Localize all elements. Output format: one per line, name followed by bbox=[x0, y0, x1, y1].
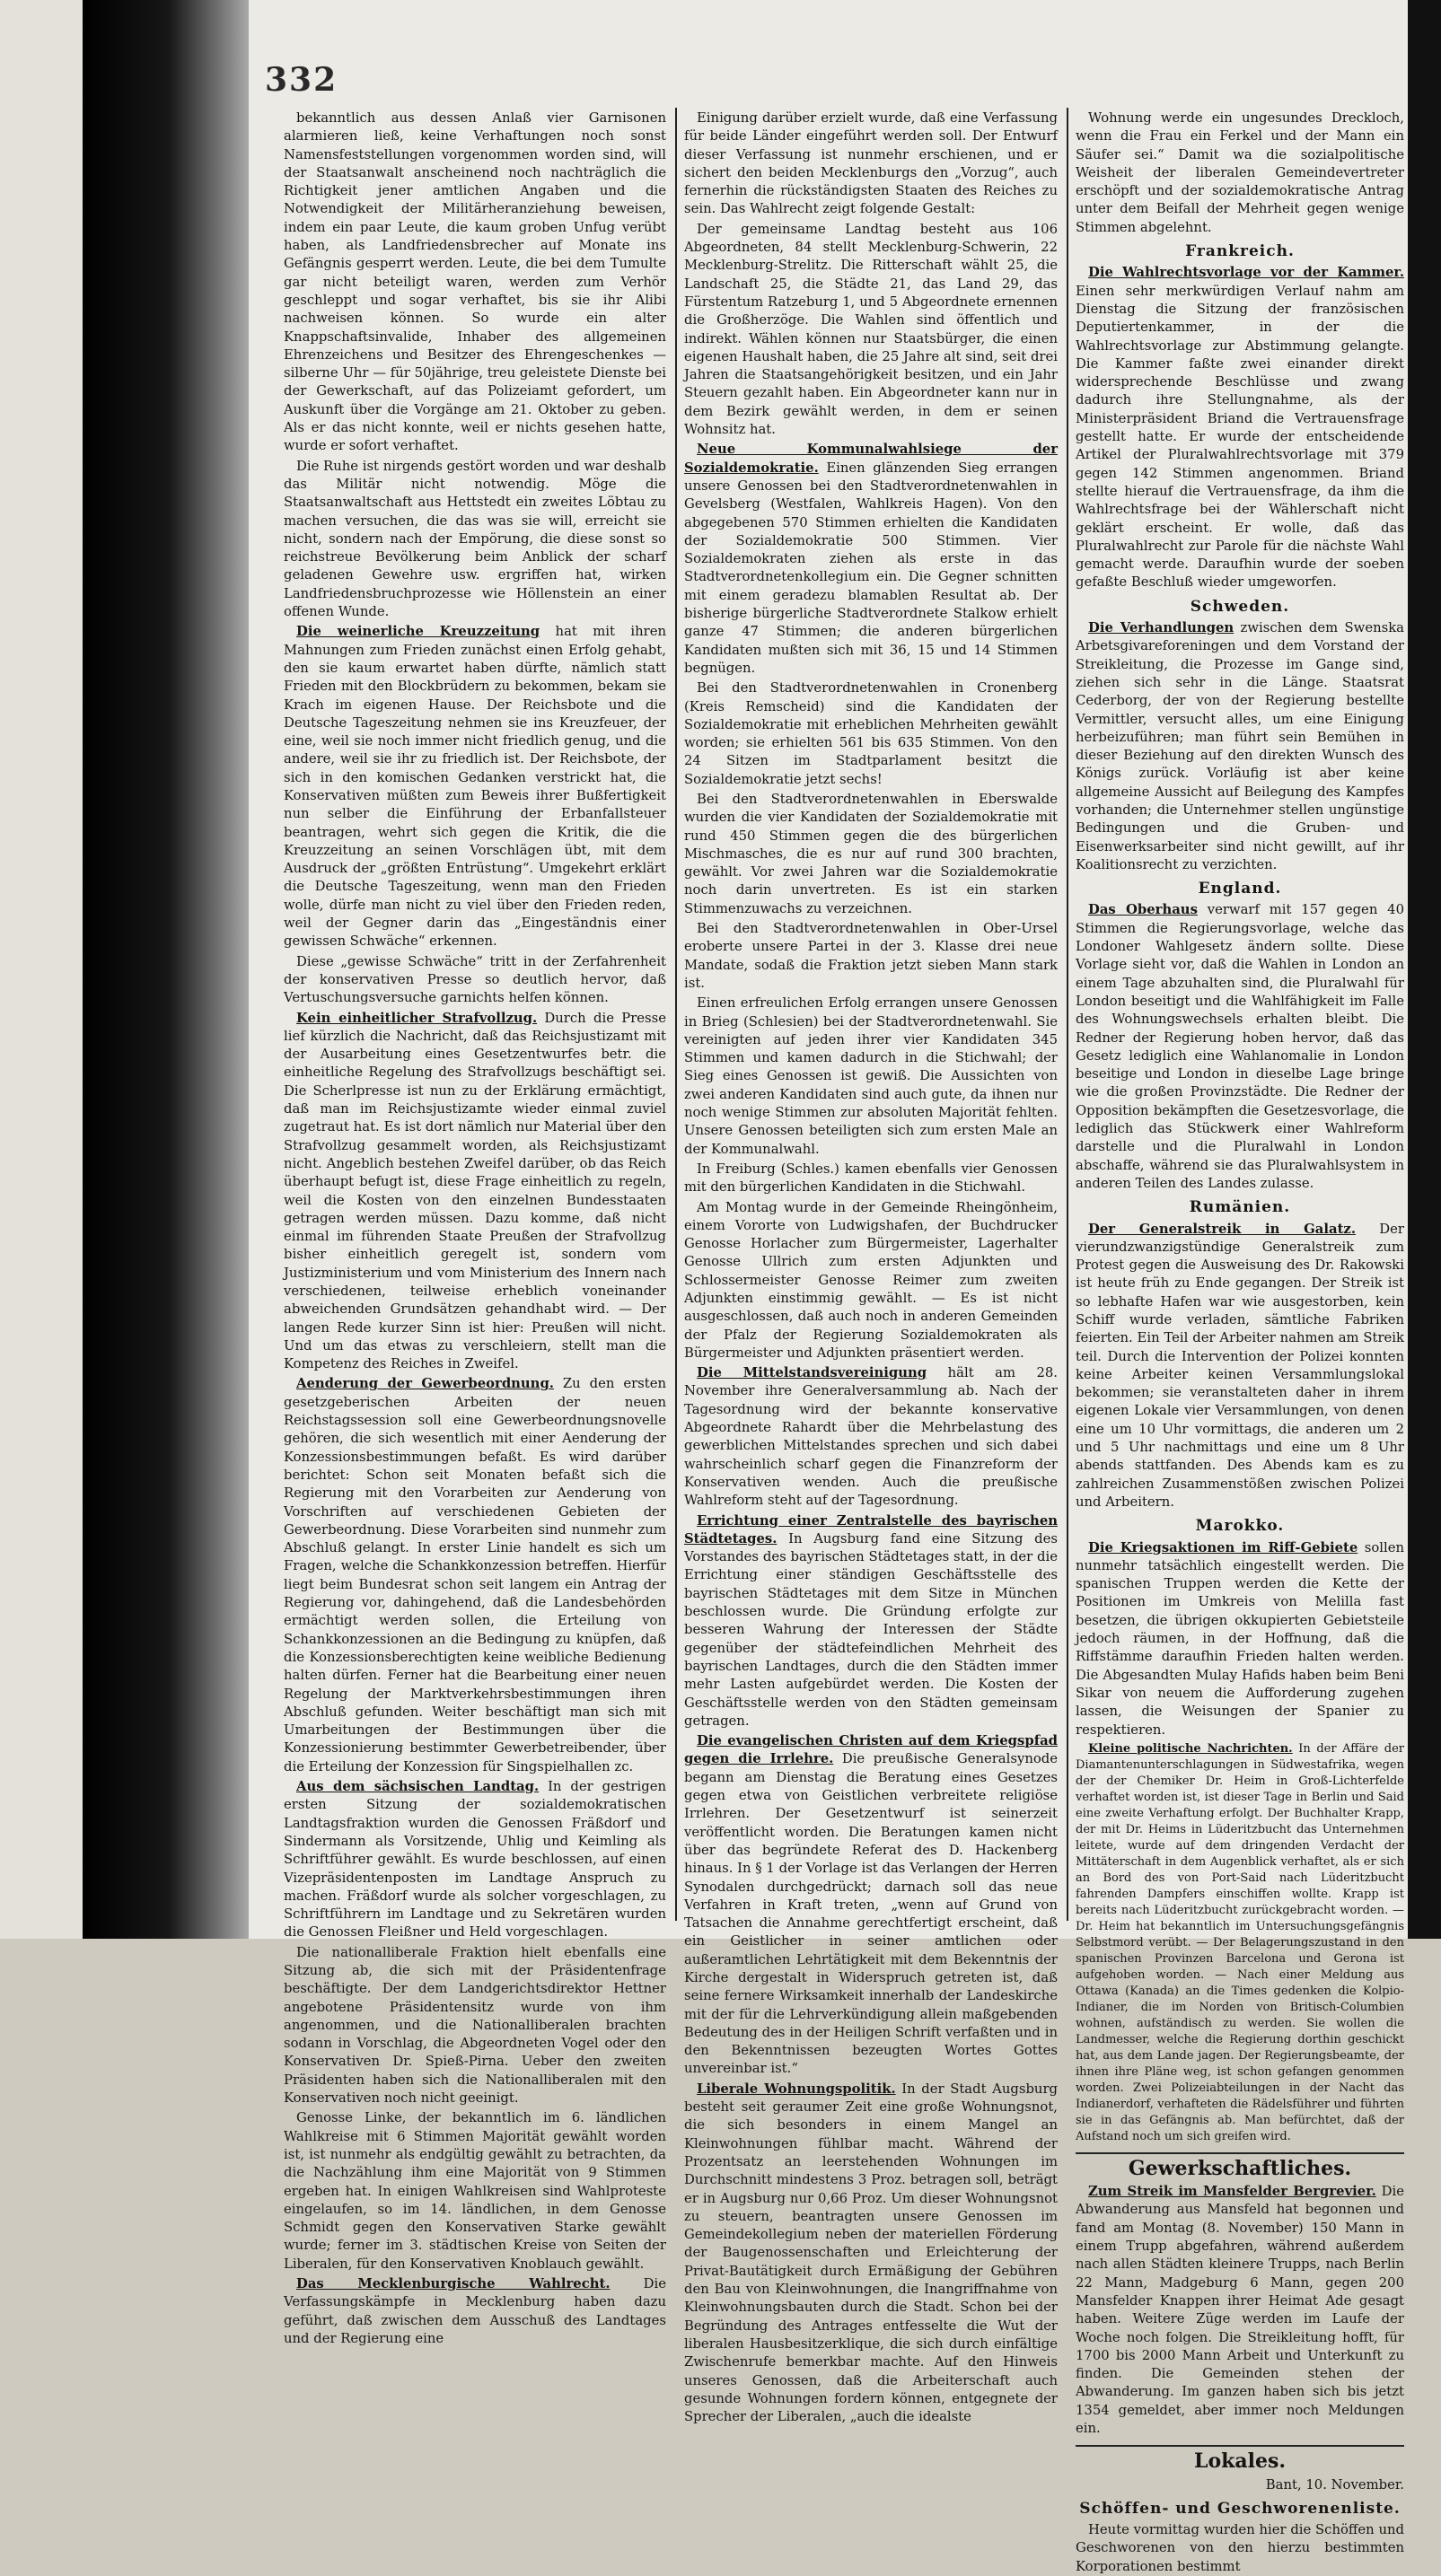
article-text: Einen sehr merkwürdigen Verlauf nahm am Dienstag die Sitzung der französischen Deputiertenkammer, in der die Wahlrechtsvorlage zur Abstimmung gelangte. Die Kammer faßte zwei einander direkt widersprechende Beschlüsse und zwang dadurch ihre Stellungnahme, als der Ministerpräsident Briand die Vertrauensfrage gestellt hatte. Er wurde der entscheidende Artikel der Pluralwahlrechtsvorlage mit 379 gegen 142 Stimmen angenommen. Briand stellte hierauf die Vertrauensfrage, da ihm die Wahlrechtsfrage bei der Wählerschaft nicht geklärt erscheint. Er wolle, daß das Pluralwahlrecht zur Parole für die nächste Wahl gemacht werde. Daraufhin wurde der soeben gefaßte Beschluß wieder umgeworfen. bbox=[1076, 283, 1404, 591]
article-heading: Aenderung der Gewerbeordnung. bbox=[296, 1376, 554, 1392]
paragraph: Einen erfreulichen Erfolg errangen unsere Genossen in Brieg (Schlesien) bei der Stadtverordnetenwahl. Sie vereinigten auf jeden ihrer vier Kandidaten 345 Stimmen und kamen dadurch in die Stichwahl; der Sieg eines Genossen ist gewiß. Die Aussichten von zwei anderen Kandidaten sind auch gute, da ihnen nur noch wenige Stimmen zur absoluten Majorität fehlten. Unsere Genossen beteiligten sich zum ersten Male an der Kommunalwahl. bbox=[684, 995, 1058, 1157]
article-text: hält am 28. November ihre Generalversammlung ab. Nach der Tagesordnung wird der bekannte konservative Abgeordnete Rahardt über die Mehrbelastung des gewerblichen Mittelstandes sprechen und sich dabei wahrscheinlich scharf gegen die Finanzreform der Konservativen wenden. Auch die preußische Wahlreform steht auf der Tagesordnung. bbox=[684, 1365, 1058, 1509]
paragraph: Diese „gewisse Schwäche“ tritt in der Zerfahrenheit der konservativen Presse so deutlich hervor, daß Vertuschungsversuche garnichts helfen können. bbox=[284, 953, 666, 1006]
article bbox=[1076, 619, 1404, 874]
article bbox=[1076, 1539, 1404, 1739]
column-rule-2 bbox=[1067, 108, 1068, 1921]
article bbox=[684, 2081, 1058, 2427]
article-heading: Die Kriegsaktionen im Riff-Gebiete bbox=[1088, 1539, 1358, 1555]
article-text: verwarf mit 157 gegen 40 Stimmen die Regierungsvorlage, welche das Londoner Wahlgesetz ändern sollte. Diese Vorlage sieht vor, daß die Wahlen in London an einem Tage abzuhalten sind, die Pluralwahl für London beseitigt und die Wahlfähigkeit im Falle des Wohnungswechsels erhalten bleibt. Die Redner der Regierung hoben hervor, daß das Gesetz lediglich eine Wahlanomalie in London beseitige und London in dieselbe Lage bringe wie die großen Provinzstädte. Die Redner der Opposition bekämpften die Gesetzesvorlage, die lediglich das Stückwerk einer Wahlreform darstelle und die Pluralwahl in London abschaffe, während sie das Pluralwahlsystem in anderen Teilen des Landes zulasse. bbox=[1076, 902, 1404, 1191]
paragraph: bekanntlich aus dessen Anlaß vier Garnisonen alarmieren ließ, keine Verhaftungen noch sonst Namensfeststellungen vorgenommen worden sind, will der Staatsanwalt anscheinend noch nachträglich die Richtigkeit jener amtlichen Angaben und die Notwendigkeit der Militärheranziehung beweisen, indem ein paar Leute, die kaum groben Unfug verübt haben, als Landfriedensbrecher auf Monate ins Gefängnis gesperrt werden. Leute, die bei dem Tumulte gar nicht beteiligt waren, werden zum Verhör geschleppt und sogar verhaftet, bis sie ihr Alibi nachweisen können. So wurde ein alter Knappschaftsinvalide, Inhaber des allgemeinen Ehrenzeichens und Besitzer des Ehrengeschenkes — silberne Uhr — für 50jährige, treu geleistete Dienste bei der Gewerkschaft, auf das Polizeiamt gefordert, um Auskunft über die Vorgänge am 21. Oktober zu geben. Als er das nicht konnte, weil er nichts gesehen hatte, wurde er sofort verhaftet. bbox=[284, 110, 666, 454]
paragraph: Bei den Stadtverordnetenwahlen in Cronenberg (Kreis Remscheid) sind die Kandidaten der Sozialdemokratie mit erheblichen Mehrheiten gewählt worden; sie erhielten 561 bis 635 Stimmen. Von den 24 Sitzen im Stadtparlament besitzt die Sozialdemokratie jetzt sechs! bbox=[684, 680, 1058, 787]
article-text: Durch die Presse lief kürzlich die Nachricht, daß das Reichsjustizamt mit der Ausarbeitung eines Gesetzentwurfes betr. die einheitliche Regelung des Strafvollzugs beschäftigt sei. Die Scherlpresse ist nun zu der Erklärung ermächtigt, daß man im Reichsjustizamte wieder einmal zuviel zugetraut hat. Es ist dort nämlich nur Material über den Strafvollzug gesammelt worden, als Reichsjustizamt nicht. Angeblich bestehen Zweifel darüber, ob das Reich überhaupt befugt ist, diese Frage einheitlich zu regeln, weil die Kosten von den einzelnen Bundesstaaten getragen werden müssen. Dazu komme, daß nicht einmal im führenden Staate Preußen der Strafvollzug bisher einheitlich geregelt ist, sondern vom Justizministerium und vom Ministerium des Innern nach verschiedenen, teilweise erheblich voneinander abweichenden Grundsätzen gehandhabt wird. — Der langen Rede kurzer Sinn ist hier: Preußen will nicht. Und um das etwas zu verschleiern, stellt man die Kompetenz des Reiches in Zweifel. bbox=[284, 1010, 666, 1372]
article-text: Die preußische Generalsynode begann am Dienstag die Beratung eines Gesetzes gegen etwa von Geistlichen verbreitete religiöse Irrlehren. Der Gesetzentwurf ist seinerzeit veröffentlicht worden. Die Beratungen kamen nicht über das begründete Referat des D. Hackenberg hinaus. In § 1 der Vorlage ist das Verlangen der Herren Synodalen durchgedrückt; darnach soll das neue Verfahren in Kraft treten, „wenn auf Grund von Tatsachen die Annahme gerechtfertigt erscheint, daß ein Geistlicher in seiner amtlichen oder außeramtlichen Lehrtätigkeit mit dem Bekenntnis der Kirche dergestalt in Widerspruch getreten ist, daß seine fernere Wirksamkeit innerhalb der Landeskirche mit der für die Lehrverkündigung allein maßgebenden Bedeutung des in der Heiligen Schrift verfaßten und in den Bekenntnissen bezeugten Wortes Gottes unvereinbar ist.“ bbox=[684, 1751, 1058, 2077]
article bbox=[284, 1375, 666, 1776]
article-heading: Zum Streik im Mansfelder Bergrevier. bbox=[1088, 2184, 1376, 2200]
article-text: Die Abwanderung aus Mansfeld hat begonnen und fand am Montag (8. November) 150 Mann in einem Trupp abgefahren, während außerdem nach allen Städten kleinere Trupps, nach Berlin 22 Mann, Madgeburg 6 Mann, gegen 200 Mansfelder Knappen ihrer Heimat Ade gesagt haben. Weitere Züge werden im Laufe der Woche noch folgen. Die Streikleitung hofft, für 1700 bis 2000 Mann Arbeit und Unterkunft zu finden. Die Gemeinden stehen der Abwanderung. Im ganzen haben sich bis jetzt 1354 gemeldet, aber immer noch Meldungen ein. bbox=[1076, 2184, 1404, 2436]
article-text: In der gestrigen ersten Sitzung der sozialdemokratischen Landtagsfraktion wurden die Genossen Fräßdorf und Sindermann als Vorsitzende, Uhlig und Keimling als Schriftführer gewählt. Es wurde beschlossen, auf einen Vizepräsidentenposten im Landtage Anspruch zu machen. Fräßdorf wurde als solcher vorgeschlagen, zu Schriftführern im Landtage und zu Sekretären wurden die Genossen Fleißner und Held vorgeschlagen. bbox=[284, 1779, 666, 1941]
article-heading: Kleine politische Nachrichten. bbox=[1088, 1741, 1293, 1756]
article bbox=[284, 623, 666, 951]
article-heading: Die Mittelstandsvereinigung bbox=[697, 1365, 927, 1381]
dateline: Bant, 10. November. bbox=[1265, 2476, 1404, 2493]
article-heading: Liberale Wohnungspolitik. bbox=[697, 2081, 896, 2097]
article-text: In der Affäre der Diamantenunterschlagungen in Südwestafrika, wegen der der Chemiker Dr. Heim in Groß-Lichterfelde verhaftet worden ist, ist dieser Tage in Berlin und Said eine zweite Verhaftung erfolgt. Der Buchhalter Krapp, der mit Dr. Heims in Lüderitzbucht das Unternehmen leitete, wurde auf dem dringenden Verdacht der Mittäterschaft in dem Augenblick verhaftet, als er sich an Bord des von Port-Said nach Lüderitzbucht fahrenden Dampfers einschiffen wollte. Krapp ist bereits nach Lüderitzbucht zurückgebracht worden. — Dr. Heim hat bekanntlich im Untersuchungsgefängnis Selbstmord verübt. — Der Belagerungszustand in den spanischen Provinzen Barcelona und Gerona ist aufgehoben worden. — Nach einer Meldung aus Ottawa (Kanada) an die Times gedenken die Kolpio-Indianer, die im Norden von Britisch-Columbien wohnen, aufständisch zu werden. Sie wollen die Landmesser, welche die Regierung dorthin geschickt hat, aus dem Lande jagen. Der Regierungsbeamte, der ihnen ihre Pläne weg, ist schon gefangen genommen worden. Zwei Polizeiabteilungen in der Nacht das Indianerdorf, verhafteten die Rädelsführer und führten sie in das Gefängnis ab. Man befürchtet, daß der Aufstand noch um sich greifen wird. bbox=[1076, 1741, 1404, 2143]
article-heading: Der Generalstreik in Galatz. bbox=[1088, 1221, 1356, 1237]
article-text: In der Stadt Augsburg besteht seit geraumer Zeit eine große Wohnungsnot, die sich besonders in einem Mangel an Kleinwohnungen fühlbar macht. Während der Prozentsatz an leerstehenden Wohnungen im Durchschnitt mindestens 3 Proz. betragen soll, beträgt er in Augsburg nur 0,66 Proz. Um dieser Wohnungsnot zu steuern, beantragten unsere Genossen im Gemeindekollegium neben der materiellen Förderung der Baugenossenschaften und Erleichterung der Privat-Bautätigkeit durch Ermäßigung der Gebühren den Bau von Kleinwohnungen, die Inangriffnahme von Kleinwohnungsbauten durch die Stadt. Schon bei der Begründung des Antrages entfesselte die Wut der liberalen Hausbesitzerklique, die sich durch einfältige Zwischenrufe bemerkbar machte. Auf den Hinweis unseres Genossen, daß die Arbeiterschaft auch gesunde Wohnungen fordern können, entgegnete der Sprecher der Liberalen, „auch die idealste bbox=[684, 2081, 1058, 2425]
section-heading-marokko: Marokko. bbox=[1195, 1517, 1285, 1536]
column-1 bbox=[284, 110, 667, 2346]
article bbox=[284, 1778, 666, 1942]
paragraph: Der gemeinsame Landtag besteht aus 106 Abgeordneten, 84 stellt Mecklenburg-Schwerin, 22 Mecklenburg-Strelitz. Die Ritterschaft wählt 25, die Landschaft 25, die Städte 21, das Land 29, das Fürstentum Ratzeburg 1, und 5 Abgeordnete ernennen die Großherzöge. Die Wahlen sind öffentlich und indirekt. Wählen können nur Staatsbürger, die einen eigenen Haushalt haben, die 25 Jahre alt sind, seit drei Jahren die Staatsangehörigkeit besitzen, und ein Jahr Steuern gezahlt haben. Ein Abgeordneter kann nur in dem Bezirk gewählt werden, in dem er seinen Wohnsitz hat. bbox=[684, 221, 1058, 438]
article-text: sollen nunmehr tatsächlich eingestellt werden. Die spanischen Truppen werden die Kette der Positionen im Umkreis von Melilla fast besetzen, die übrigen okkupierten Gebietsteile jedoch räumen, in der Hoffnung, daß die Riffstämme daraufhin Frieden halten werden. Die Abgesandten Mulay Hafids haben beim Beni Sikar von neuem die Aufforderung zugehen lassen, die Weisungen der Spanier zu respektieren. bbox=[1076, 1539, 1404, 1738]
article-text: Der vierundzwanzigstündige Generalstreik zum Protest gegen die Ausweisung des Dr. Rakowski ist heute früh zu Ende gegangen. Der Streik ist so lebhafte Hafen war wie ausgestorben, kein Schiff wurde verladen, sämtliche Fabriken feierten. Ein Teil der Arbeiter nahmen am Streik teil. Durch die Intervention der Polizei konnten keine Arbeiter keinen Versammlungslokal bekommen; sie veranstalteten daher in ihrem eigenen Lokale vier Versammlungen, von denen eine um 10 Uhr vormittags, die anderen um 2 und 5 Uhr nachmittags und eine um 8 Uhr abends stattfanden. Des Abends kam es zu zahlreichen Zusammenstößen zwischen Polizei und Arbeitern. bbox=[1076, 1221, 1404, 1510]
article-heading: Neue Kommunalwahlsiege der Sozialdemokratie. bbox=[684, 442, 1058, 476]
paragraph: Die nationalliberale Fraktion hielt ebenfalls eine Sitzung ab, die sich mit der Präsidentenfrage beschäftigte. Der dem Landgerichtsdirektor Hettner angebotene Präsidentensitz wurde von ihm angenommen, und die Nationalliberalen brachten sodann in Vorschlag, die Abgeordneten Vogel oder den Konservativen Dr. Spieß-Pirna. Ueber den zweiten Präsidenten haben sich die Nationalliberalen mit den Konservativen noch nicht geeinigt. bbox=[284, 1944, 666, 2107]
article-text: hat mit ihren Mahnungen zum Frieden zunächst einen Erfolg gehabt, den sie kaum erwartet haben dürfte, nämlich statt Frieden mit den Blockbrüdern zu bekommen, bekam sie Krach im eigenen Hause. Der Reichsbote und die Deutsche Tageszeitung nehmen sie ins Kreuzfeuer, der eine, weil sie noch immer nicht friedlich genug, und die andere, weil sie ihr zu friedlich ist. Der Reichsbote, der sich in den komischen Gedanken verstrickt hat, die Konservativen müßten zum Beweis ihrer Bußfertigkeit nun selber die Einführung der Erbanfallsteuer beantragen, wehrt sich gegen die Kritik, die die Kreuzzeitung an seinen Vorschlägen übt, mit dem Ausdruck der „größten Entrüstung“. Umgekehrt erklärt die Deutsche Tageszeitung, wenn man den Frieden wolle, dürfe man nicht zu viel über den Frieden reden, weil der Gegner darin das „Eingeständnis einer gewissen Schwäche“ erkennen. bbox=[284, 624, 666, 950]
book-gutter-shadow bbox=[83, 0, 249, 1939]
paragraph: Einigung darüber erzielt wurde, daß eine Verfassung für beide Länder eingeführt werden soll. Der Entwurf dieser Verfassung ist nunmehr erschienen, und er sichert den beiden Mecklenburgs den „Vorzug“, auch fernerhin die rückständigsten Staaten des Reiches zu sein. Das Wahlrecht zeigt folgende Gestalt: bbox=[684, 110, 1058, 217]
article-heading: Die weinerliche Kreuzzeitung bbox=[296, 624, 540, 640]
article-text: In Augsburg fand eine Sitzung des Vorstandes des bayrischen Städtetages statt, in der die Errichtung einer ständigen Geschäftsstelle des bayrischen Städtetages mit dem Sitze in München beschlossen wurde. Die Gründung erfolgte zur besseren Wahrung der Interessen der Städte gegenüber der städtefeindlichen Mehrheit des bayrischen Landtages, durch die den Städten immer mehr Lasten aufgebürdet werden. Die Kosten der Geschäftsstelle werden von den Städten gemeinsam getragen. bbox=[684, 1530, 1058, 1729]
article-heading: Das Mecklenburgische Wahlrecht. bbox=[296, 2276, 611, 2292]
article bbox=[684, 441, 1058, 678]
column-rule-1 bbox=[675, 108, 677, 1921]
article bbox=[284, 2275, 666, 2348]
paragraph: In Freiburg (Schles.) kamen ebenfalls vier Genossen mit den bürgerlichen Kandidaten in die Stichwahl. bbox=[684, 1161, 1058, 1196]
article-heading: Errichtung einer Zentralstelle des bayrischen Städtetages. bbox=[684, 1512, 1058, 1546]
paragraph: Bei den Stadtverordnetenwahlen in Ober-Ursel eroberte unsere Partei in der 3. Klasse drei neue Mandate, sodaß die Fraktion jetzt sieben Mann stark ist. bbox=[684, 921, 1058, 991]
article-heading: Die evangelischen Christen auf dem Kriegspfad gegen die Irrlehre. bbox=[684, 1733, 1058, 1767]
article bbox=[1076, 901, 1404, 1193]
article bbox=[1076, 264, 1404, 591]
article bbox=[1076, 1741, 1404, 2145]
article-text: zwischen dem Swenska Arbetsgivareforeningen und dem Vorstand der Streikleitung, die Prozesse im Gange sind, ziehen sich sehr in die Länge. Staatsrat Cederborg, der von der Regierung bestellte Vermittler, versucht alles, um eine Einigung herbeizuführen; man führt sein Bemühen in dieser Beziehung auf den direkten Wunsch des Königs zurück. Vorläufig ist aber keine allgemeine Aussicht auf Beilegung des Kampfes vorhanden; die Unternehmer stellen ungünstige Bedingungen und die Gruben- und Eisenwerksarbeiter sind nicht gewillt, auf ihr Koalitionsrecht zu verzichten. bbox=[1076, 620, 1404, 872]
article-heading: Schöffen- und Geschworenenliste. bbox=[1079, 2499, 1401, 2518]
article bbox=[684, 1512, 1058, 1731]
article-heading: Kein einheitlicher Strafvollzug. bbox=[296, 1010, 538, 1026]
paragraph: Wohnung werde ein ungesundes Dreckloch, wenn die Frau ein Ferkel und der Mann ein Säufer sei.“ Damit wa die sozialpolitische Weisheit der liberalen Gemeindevertreter erschöpft und der sozialdemokratische Antrag unter dem Beifall der Mehrheit gegen wenige Stimmen abgelehnt. bbox=[1076, 110, 1404, 235]
article bbox=[684, 1364, 1058, 1510]
article bbox=[684, 1732, 1058, 2079]
section-heading-england: England. bbox=[1198, 880, 1282, 898]
article-heading: Die Verhandlungen bbox=[1088, 620, 1235, 636]
article-heading: Das Oberhaus bbox=[1088, 902, 1198, 918]
section-heading-rumaenien: Rumänien. bbox=[1189, 1198, 1291, 1217]
article bbox=[1076, 1221, 1404, 1512]
scanner-background bbox=[0, 0, 83, 1939]
page-number: 332 bbox=[265, 61, 338, 99]
column-2 bbox=[684, 110, 1058, 2425]
article bbox=[284, 1010, 666, 1374]
section-heading-frankreich: Frankreich. bbox=[1185, 242, 1295, 261]
article-heading: Die Wahlrechtsvorlage vor der Kammer. bbox=[1088, 265, 1404, 281]
section-heading-gewerkschaftliches: Gewerkschaftliches. bbox=[1076, 2152, 1404, 2177]
paragraph: Heute vormittag wurden hier die Schöffen und Geschworenen von den hierzu bestimmten Korporationen bestimmt bbox=[1076, 2522, 1404, 2574]
article-text: Die Verfassungskämpfe in Mecklenburg haben dazu geführt, daß zwischen dem Ausschuß des Landtages und der Regierung eine bbox=[284, 2276, 667, 2346]
paragraph: Genosse Linke, der bekanntlich im 6. ländlichen Wahlkreise mit 6 Stimmen Majorität gewählt worden ist, ist nunmehr als endgültig gewählt zu betrachten, da die Nachzählung ihm eine Majorität von 9 Stimmen ergeben hat. In einigen Wahlkreisen sind Wahlproteste eingelaufen, so im 14. ländlichen, in dem Genosse Schmidt gegen den Konservativen Starke gewählt wurde; ferner im 3. städtischen Kreise von Seiten der Liberalen, für den Konservativen Knoblauch gewählt. bbox=[284, 2110, 666, 2272]
section-heading-schweden: Schweden. bbox=[1190, 597, 1290, 616]
section-heading-lokales: Lokales. bbox=[1076, 2445, 1404, 2470]
article-text: Zu den ersten gesetzgeberischen Arbeiten der neuen Reichstagssession soll eine Gewerbeordnungsnovelle gehören, die sich wesentlich mit einer Aenderung der Konzessionsbestimmungen befaßt. Es wird darüber berichtet: Schon seit Monaten befaßt sich die Regierung mit den Vorarbeiten zur Aenderung von Vorschriften auf verschiedenen Gebieten der Gewerbeordnung. Diese Vorarbeiten sind nunmehr zum Abschluß gelangt. In erster Linie handelt es sich um Fragen, welche die Schankkonzession betreffen. Hierfür liegt beim Bundesrat schon seit langem ein Antrag der Regierung vor, dahingehend, daß die Landesbehörden ermächtigt werden sollen, die Erteilung von Schankkonzessionen an die Bedingung zu knüpfen, daß die Konzessionsberechtigten keine weibliche Bedienung halten dürfen. Ferner hat die Bearbeitung einer neuen Regelung der Marktverkehrsbestimmungen ihren Abschluß gefunden. Weiter beschäftigt man sich mit Umarbeitungen der Bestimmungen über die Konzessionierung bestimmter Gewerbetreibender, über die Erteilung der Konzession für Singspielhallen zc. bbox=[284, 1376, 666, 1774]
article-heading: Aus dem sächsischen Landtag. bbox=[296, 1779, 540, 1795]
article bbox=[1076, 2183, 1404, 2438]
article-text: Einen glänzenden Sieg errangen unsere Genossen bei den Stadtverordnetenwahlen in Gevelsberg (Westfalen, Wahlkreis Hagen). Von den abgegebenen 570 Stimmen erhielten die Kandidaten der Sozialdemokratie 500 Stimmen. Vier Sozialdemokraten ziehen als erste in das Stadtverordnetenkollegium ein. Die Gegner schnitten mit einem geradezu blamablen Resultat ab. Der bisherige bürgerliche Stadtverordnete Stalkow erhielt ganze 47 Stimmen; die anderen bürgerlichen Kandidaten mußten sich mit 36, 15 und 14 Stimmen begnügen. bbox=[684, 460, 1058, 676]
paragraph: Bei den Stadtverordnetenwahlen in Eberswalde wurden die vier Kandidaten der Sozialdemokratie mit rund 450 Stimmen gegen die des bürgerlichen Mischmasches, die es nur auf rund 300 brachten, gewählt. Vor zwei Jahren war die Sozialdemokratie noch darin unvertreten. Es ist ein starken Stimmenzuwachs zu verzeichnen. bbox=[684, 791, 1058, 916]
right-scan-edge bbox=[1408, 0, 1441, 1939]
column-3 bbox=[1076, 110, 1404, 2574]
paragraph: Die Ruhe ist nirgends gestört worden und war deshalb das Militär nicht notwendig. Möge die Staatsanwaltschaft aus Hettstedt ein zweites Löbtau zu machen versuchen, die das was sie will, erreicht sie nicht, sondern nach der Empörung, die diese sonst so reichstreue Bevölkerung beim Anblick der scharf geladenen Gewehre usw. ergriffen hat, wirken Landfriedensbruchprozesse wie Höllenstein an einer offenen Wunde. bbox=[284, 458, 666, 620]
paragraph: Am Montag wurde in der Gemeinde Rheingönheim, einem Vororte von Ludwigshafen, der Buchdrucker Genosse Horlacher zum Bürgermeister, Lagerhalter Genosse Ullrich zum ersten Adjunkten und Schlossermeister Genosse Reimer zum zweiten Adjunkten einstimmig gewählt. — Es ist nicht ausgeschlossen, daß auch noch in anderen Gemeinden der Pfalz der Regierung Sozialdemokraten als Bürgermeister und Adjunkten präsentiert werden. bbox=[684, 1199, 1058, 1361]
